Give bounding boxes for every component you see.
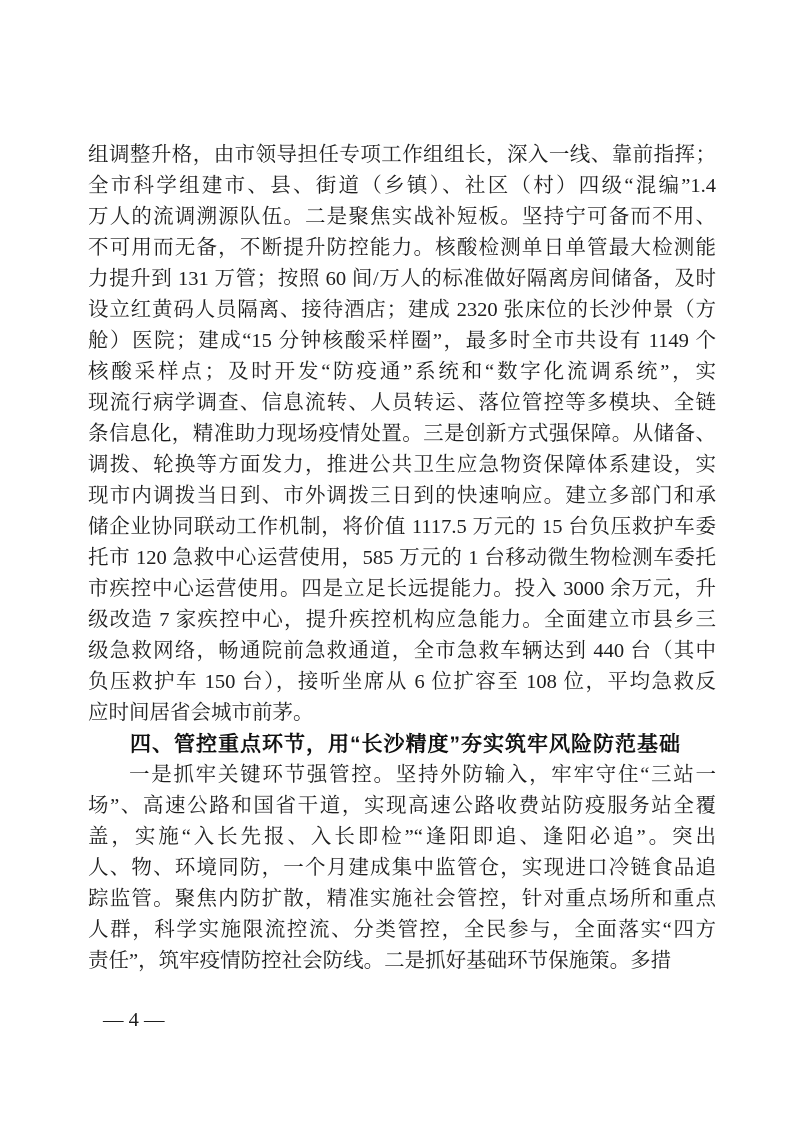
text-line: 应时间居省会城市前茅。 xyxy=(88,702,314,724)
text-line: 设立红黄码人员隔离、接待酒店；建成 2320 张床位的长沙仲景（方 xyxy=(88,299,716,321)
page-body xyxy=(88,140,716,977)
text-line: 托市 120 急救中心运营使用，585 万元的 1 台移动微生物检测车委托 xyxy=(88,547,716,569)
text-line: 舱）医院；建成“15 分钟核酸采样圈”，最多时全市共设有 1149 个 xyxy=(88,330,716,352)
text-line: 责任”，筑牢疫情防控社会防线。二是抓好基础环节保施策。多措 xyxy=(88,950,672,972)
text-line: 力提升到 131 万管；按照 60 间/万人的标准做好隔离房间储备，及时 xyxy=(88,268,716,290)
text-line: 级改造 7 家疾控中心，提升疾控机构应急能力。全面建立市县乡三 xyxy=(88,609,716,631)
text-line: 组调整升格，由市领导担任专项工作组组长，深入一线、靠前指挥； xyxy=(88,144,716,166)
text-line: 一是抓牢关键环节强管控。坚持外防输入，牢牢守住“三站一 xyxy=(129,764,716,786)
text-line: 条信息化，精准助力现场疫情处置。三是创新方式强保障。从储备、 xyxy=(88,423,716,445)
text-line: 踪监管。聚焦内防扩散，精准实施社会管控，针对重点场所和重点 xyxy=(88,888,716,910)
text-line: 盖，实施“入长先报、入长即检”“逢阳即追、逢阳必追”。突出 xyxy=(88,826,716,848)
text-line: 现市内调拨当日到、市外调拨三日到的快速响应。建立多部门和承 xyxy=(88,485,716,507)
text-line: 不可用而无备，不断提升防控能力。核酸检测单日单管最大检测能 xyxy=(88,237,716,259)
paragraph-two xyxy=(88,760,716,977)
text-line: 调拨、轮换等方面发力，推进公共卫生应急物资保障体系建设，实 xyxy=(88,454,716,476)
text-line: 负压救护车 150 台），接听坐席从 6 位扩容至 108 位，平均急救反 xyxy=(88,671,716,693)
section-heading: 四、管控重点环节，用“长沙精度”夯实筑牢风险防范基础 xyxy=(130,733,681,756)
text-line: 场”、高速公路和国省干道，实现高速公路收费站防疫服务站全覆 xyxy=(88,795,716,817)
text-line: 万人的流调溯源队伍。二是聚焦实战补短板。坚持宁可备而不用、 xyxy=(88,206,716,228)
text-line: 人群，科学实施限流控流、分类管控，全民参与，全面落实“四方 xyxy=(88,919,716,941)
text-line: 级急救网络，畅通院前急救通道，全市急救车辆达到 440 台（其中 xyxy=(88,640,716,662)
text-line: 全市科学组建市、县、街道（乡镇）、社区（村）四级“混编”1.4 xyxy=(88,175,716,197)
text-line: 现流行病学调查、信息流转、人员转运、落位管控等多模块、全链 xyxy=(88,392,716,414)
paragraph-continuation xyxy=(88,140,716,729)
text-line: 人、物、环境同防，一个月建成集中监管仓，实现进口冷链食品追 xyxy=(88,857,716,879)
text-line: 市疾控中心运营使用。四是立足长远提能力。投入 3000 余万元，升 xyxy=(88,578,716,600)
text-line: 核酸采样点；及时开发“防疫通”系统和“数字化流调系统”，实 xyxy=(88,361,716,383)
page-number: — 4 — xyxy=(103,1009,165,1031)
text-line: 储企业协同联动工作机制，将价值 1117.5 万元的 15 台负压救护车委 xyxy=(88,516,716,538)
